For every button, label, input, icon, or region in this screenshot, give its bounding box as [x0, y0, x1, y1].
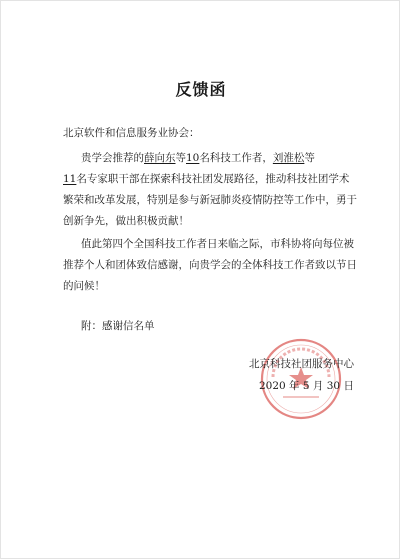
text-segment: 等	[175, 152, 186, 164]
recipient-line: 北京软件和信息服务业协会：	[63, 127, 200, 139]
text-segment: 贵学会推荐的	[81, 152, 144, 164]
text-segment: 名科技工作者，	[199, 152, 273, 164]
nominee-name-1: 薛向东	[144, 152, 176, 164]
text-segment: 等	[304, 152, 315, 164]
paragraph-2-line-3: 的问候！	[63, 280, 105, 292]
signature-organization: 北京科技社团服务中心	[249, 358, 354, 370]
paragraph-1-line-4: 创新争先，做出积极贡献！	[63, 215, 189, 227]
paragraph-2-line-1: 值此第四个全国科技工作者日来临之际，市科协将向每位被	[81, 238, 354, 250]
paragraph-1-line-1	[81, 151, 315, 165]
document-title: 反馈函	[175, 80, 227, 99]
paragraph-1-line-2	[63, 172, 349, 186]
text-segment: 名专家职干部在探索科技社团发展路径，推动科技社团学术	[76, 173, 350, 185]
attachment-line: 附：感谢信名单	[81, 320, 155, 332]
signature-date: 2020 年 5 月 30 日	[259, 380, 354, 392]
nominee-count-1: 10	[186, 152, 200, 164]
nominee-count-2: 11	[63, 173, 77, 185]
nominee-name-2: 刘淮松	[272, 152, 305, 164]
paragraph-2-line-2: 推荐个人和团体致信感谢，向贵学会的全体科技工作者致以节日	[63, 259, 357, 271]
paragraph-1-line-3: 繁荣和改革发展，特别是参与新冠肺炎疫情防控等工作中，勇于	[63, 194, 357, 206]
